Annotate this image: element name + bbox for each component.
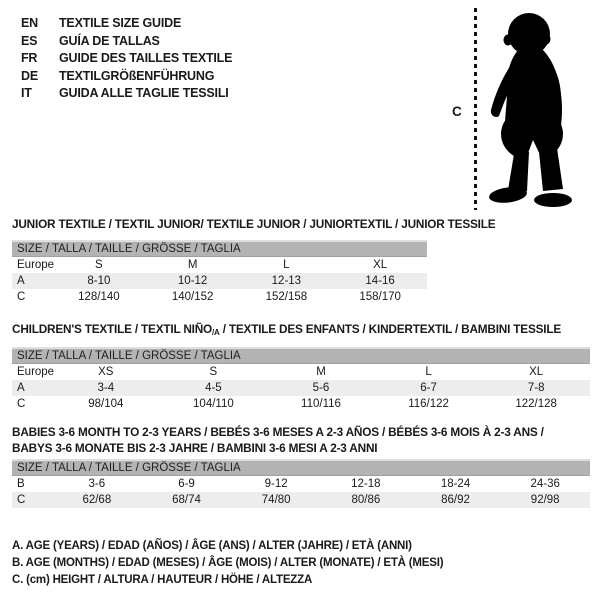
table-cell: C — [17, 398, 26, 410]
table-cell: 12-13 — [271, 275, 302, 287]
lang-code: FR — [21, 51, 38, 65]
table-cell: Europe — [17, 366, 55, 378]
children-section-title — [12, 322, 561, 337]
children-size-table — [12, 347, 590, 412]
table-cell: 122/128 — [515, 398, 557, 410]
lang-label: TEXTILE SIZE GUIDE — [59, 16, 182, 30]
table-cell: 6-9 — [178, 478, 195, 490]
lang-label: GUIDA ALLE TAGLIE TESSILI — [59, 86, 229, 100]
table-cell: 4-5 — [205, 382, 222, 394]
table-cell: XS — [98, 366, 114, 378]
table-cell: S — [209, 366, 218, 378]
table-cell: 3-6 — [88, 478, 106, 490]
lang-label: TEXTILGRÖßENFÜHRUNG — [59, 68, 215, 83]
table-cell: 74/80 — [261, 494, 291, 506]
table-cell: 12-18 — [351, 478, 381, 490]
table-cell: M — [187, 259, 198, 271]
table-row — [12, 273, 427, 289]
size-header-band: SIZE / TALLA / TAILLE / GRÖSSE / TAGLIA — [12, 240, 427, 257]
lang-row-de — [21, 68, 232, 86]
babies-size-table — [12, 459, 590, 508]
table-cell: 92/98 — [530, 494, 560, 506]
table-cell: 3-4 — [97, 382, 115, 394]
table-row — [12, 364, 590, 380]
lang-row-es — [21, 33, 232, 51]
note-height-cm: C. (cm) HEIGHT / ALTURA / HAUTEUR / HÖHE / ALTEZZA — [12, 574, 313, 586]
babies-title-line1: BABIES 3-6 MONTH TO 2-3 YEARS / BEBÉS 3-6 MESES A 2-3 AÑOS / BÉBÉS 3-6 MOIS À 2-3 ANS / — [12, 425, 544, 439]
lang-code: DE — [21, 68, 38, 83]
table-row — [12, 257, 427, 273]
table-cell: 68/74 — [172, 494, 201, 506]
table-cell: 128/140 — [78, 291, 120, 303]
table-cell: 5-6 — [312, 382, 330, 394]
size-header-band: SIZE / TALLA / TAILLE / GRÖSSE / TAGLIA — [12, 347, 590, 364]
lang-code: ES — [21, 33, 38, 48]
table-cell: 10-12 — [177, 275, 208, 287]
table-row — [12, 492, 590, 508]
lang-row-it — [21, 85, 232, 103]
junior-section-title: JUNIOR TEXTILE / TEXTIL JUNIOR/ TEXTILE JUNIOR / JUNIORTEXTIL / JUNIOR TESSILE — [12, 217, 496, 231]
table-cell: 104/110 — [193, 398, 234, 410]
table-row — [12, 380, 590, 396]
table-cell: XL — [373, 259, 388, 271]
table-cell: 6-7 — [420, 382, 437, 394]
table-cell: L — [425, 366, 432, 378]
language-list — [21, 15, 232, 103]
lang-code: IT — [21, 86, 32, 100]
table-cell: C — [17, 291, 26, 303]
table-cell: 152/158 — [265, 291, 308, 303]
table-cell: S — [95, 259, 103, 271]
table-cell: 80/86 — [351, 494, 381, 506]
lang-row-fr — [21, 50, 232, 68]
lang-label: GUIDE DES TAILLES TEXTILE — [59, 51, 233, 65]
table-cell: L — [283, 259, 290, 271]
table-cell: A — [17, 382, 25, 394]
height-dashed-line — [474, 8, 477, 210]
note-age-months: B. AGE (MONTHS) / EDAD (MESES) / ÂGE (MOIS) / ALTER (MONATE) / ETÀ (MESI) — [12, 557, 444, 569]
note-age-years: A. AGE (YEARS) / EDAD (AÑOS) / ÂGE (ANS) / ALTER (JAHRE) / ETÀ (ANNI) — [12, 540, 412, 552]
table-cell: 9-12 — [264, 478, 288, 490]
babies-section-title — [12, 425, 544, 456]
babies-title-line2: BABYS 3-6 MONATE BIS 2-3 JAHRE / BAMBINI 3-6 MESI A 2-3 ANNI — [12, 440, 378, 455]
table-cell: 18-24 — [440, 478, 471, 490]
lang-code: EN — [21, 16, 38, 30]
table-cell: 140/152 — [171, 291, 214, 303]
toddler-silhouette-image — [482, 2, 598, 212]
lang-row-en — [21, 15, 232, 33]
size-header-band: SIZE / TALLA / TAILLE / GRÖSSE / TAGLIA — [12, 459, 590, 476]
lang-label: GUÍA DE TALLAS — [59, 33, 160, 48]
junior-size-table — [12, 240, 427, 305]
table-cell: 8-10 — [87, 275, 111, 287]
table-cell: 98/104 — [88, 398, 124, 410]
height-marker-label: C — [452, 104, 462, 119]
table-cell: A — [17, 275, 25, 287]
table-cell: Europe — [17, 259, 55, 271]
legend-notes — [12, 538, 443, 589]
table-cell: XL — [529, 366, 544, 378]
children-title-suffix: / TEXTILE DES ENFANTS / KINDERTEXTIL / BAMBINI TESSILE — [219, 322, 562, 336]
table-cell: B — [17, 478, 25, 490]
table-cell: 7-8 — [527, 382, 545, 394]
table-cell: 116/122 — [408, 398, 449, 410]
height-figure — [450, 2, 600, 216]
table-cell: 14-16 — [365, 275, 395, 287]
table-row — [12, 289, 427, 305]
children-title-subscript: /A — [212, 328, 220, 337]
table-cell: C — [17, 494, 26, 506]
table-row — [12, 476, 590, 492]
table-cell: 110/116 — [301, 398, 341, 410]
table-cell: M — [316, 366, 326, 378]
table-row — [12, 396, 590, 412]
table-cell: 86/92 — [441, 494, 470, 506]
table-cell: 24-36 — [530, 478, 560, 490]
table-cell: 158/170 — [359, 291, 401, 303]
table-cell: 62/68 — [82, 494, 112, 506]
children-title-prefix: CHILDREN'S TEXTILE / TEXTIL NIÑO — [12, 322, 213, 336]
